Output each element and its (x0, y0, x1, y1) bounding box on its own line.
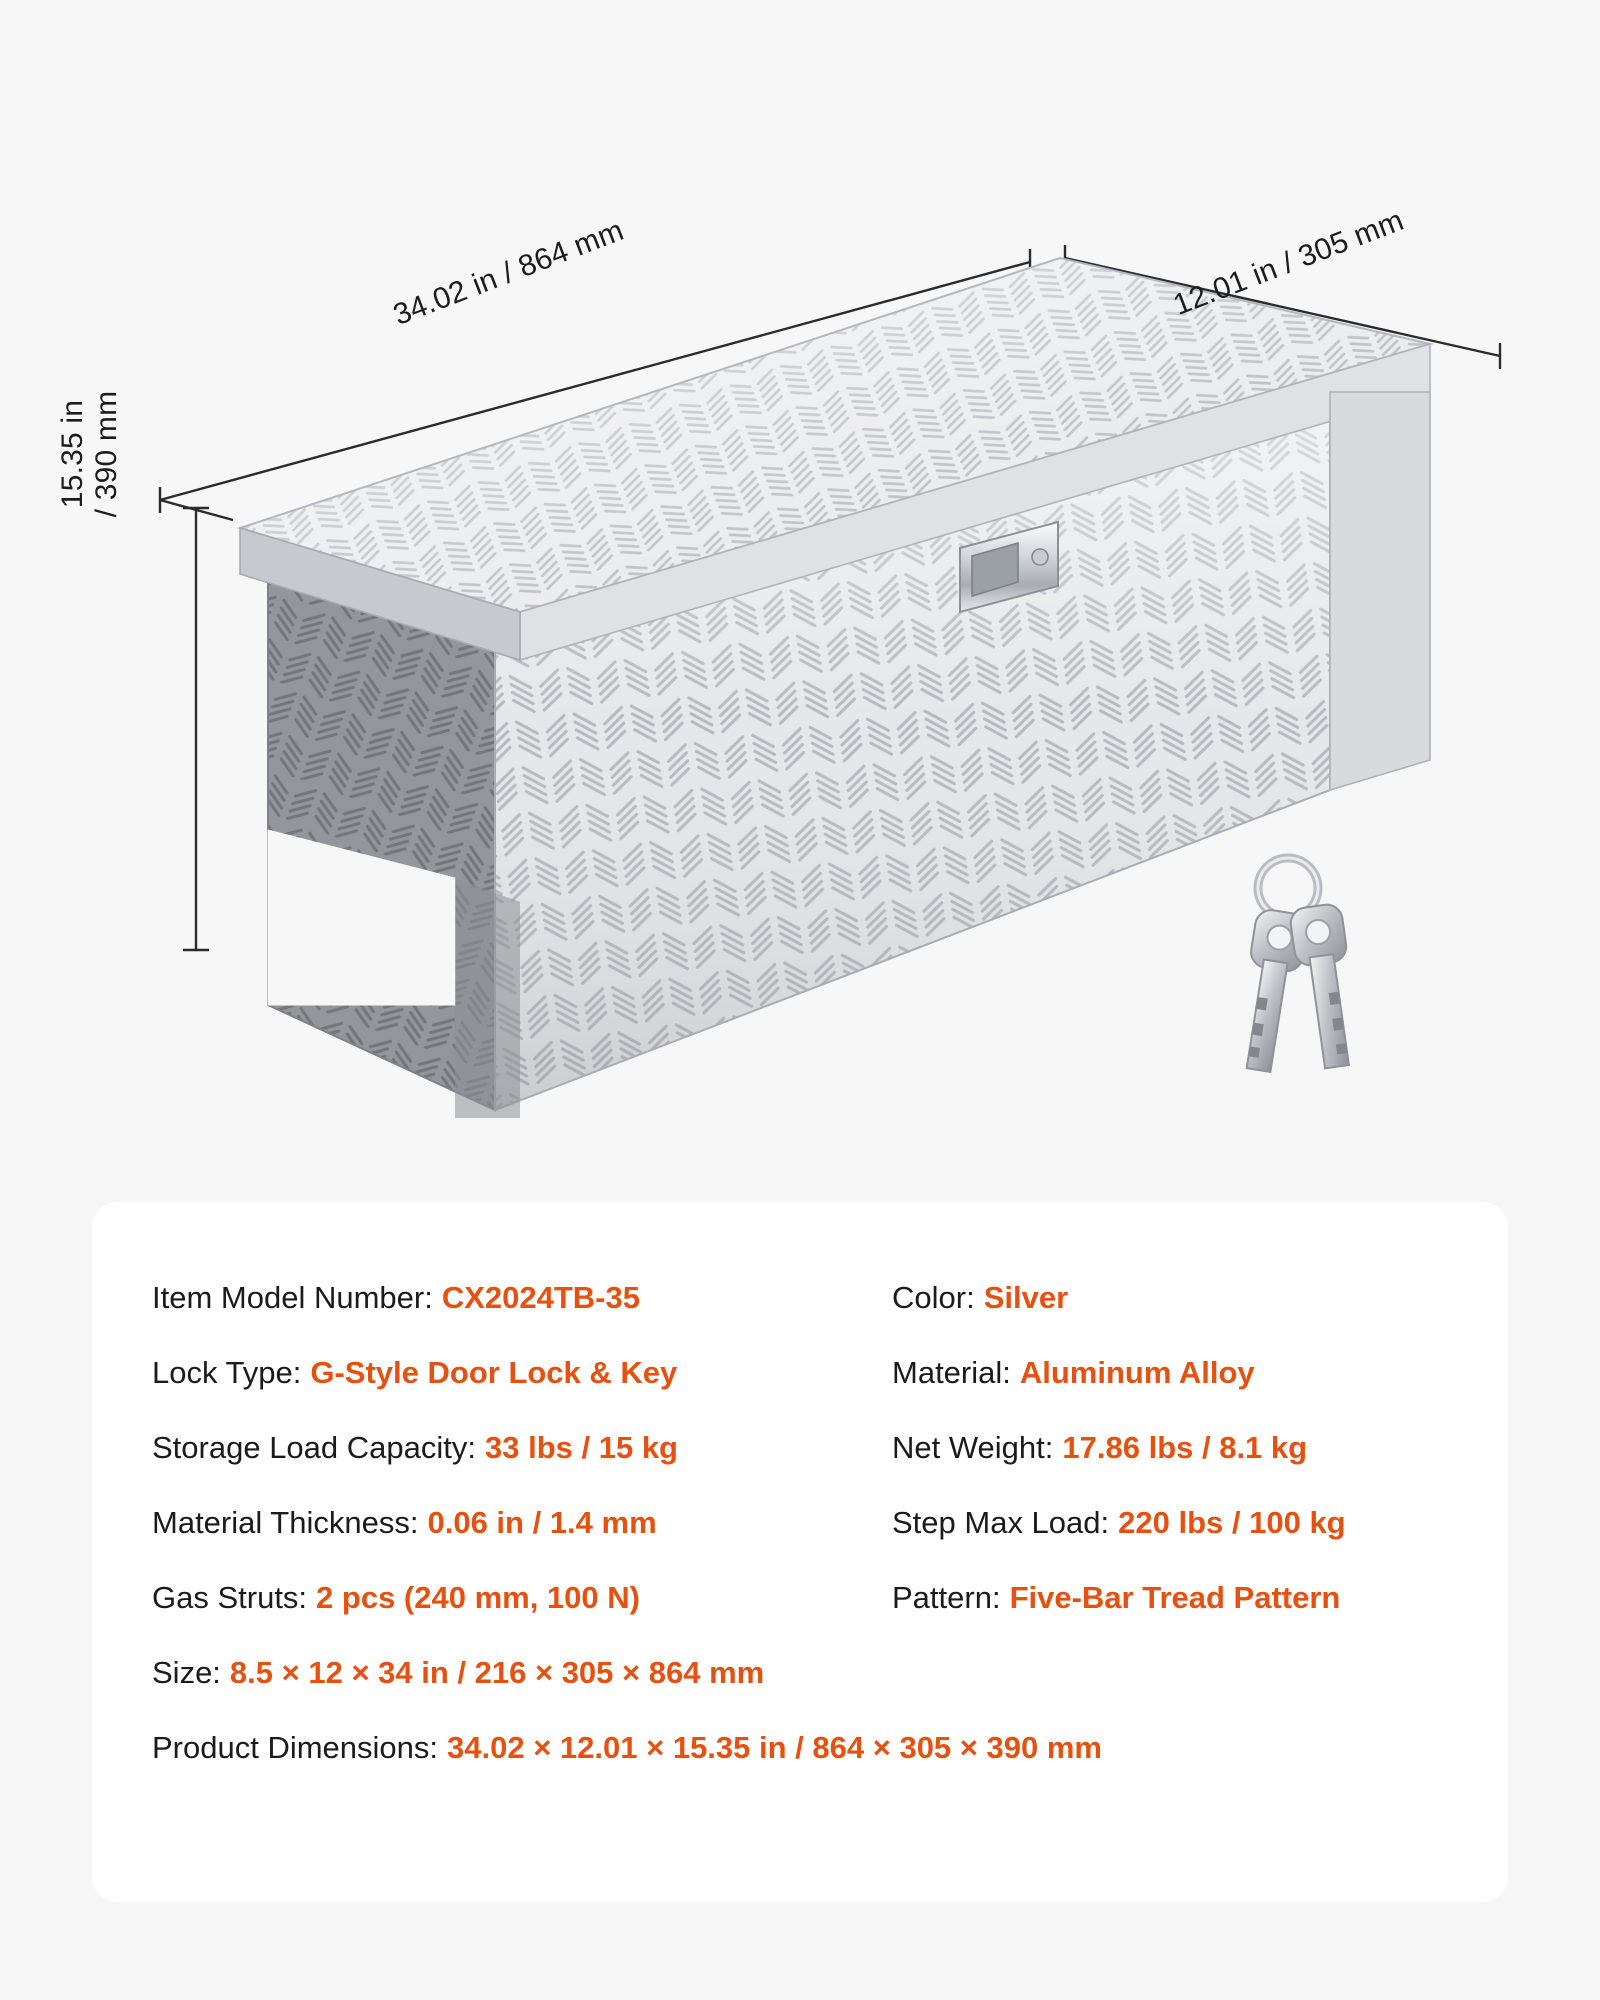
spec-label: Net Weight: (892, 1429, 1054, 1465)
spec-value: 2 pcs (240 mm, 100 N) (316, 1579, 640, 1615)
spec-value: Five-Bar Tread Pattern (1009, 1579, 1341, 1615)
spec-product-dimensions (152, 1710, 1460, 1785)
spec-value: Silver (983, 1279, 1069, 1315)
dimension-depth-label: 12.01 in / 305 mm (1168, 203, 1409, 322)
spec-color (892, 1260, 1460, 1335)
spec-label: Product Dimensions: (152, 1729, 439, 1765)
spec-material (892, 1335, 1460, 1410)
spec-step-max-load (892, 1485, 1460, 1560)
spec-net-weight (892, 1410, 1460, 1485)
specifications-inner (152, 1260, 1460, 1785)
specifications-grid (152, 1260, 1460, 1785)
spec-label: Size: (152, 1654, 221, 1690)
spec-lock-type (152, 1335, 892, 1410)
dimension-height-line2: / 390 mm (90, 390, 123, 518)
spec-label: Material: (892, 1354, 1011, 1390)
spec-storage-load-capacity (152, 1410, 892, 1485)
spec-item-model-number (152, 1260, 892, 1335)
spec-label: Pattern: (892, 1579, 1001, 1615)
spec-value: Aluminum Alloy (1019, 1354, 1255, 1390)
dimension-height-label (56, 284, 124, 624)
spec-label: Item Model Number: (152, 1279, 433, 1315)
spec-value: 33 lbs / 15 kg (485, 1429, 678, 1465)
spec-value: 8.5 × 12 × 34 in / 216 × 305 × 864 mm (229, 1654, 765, 1690)
spec-value: CX2024TB-35 (441, 1279, 640, 1315)
keys-illustration (1233, 858, 1363, 1074)
spec-size (152, 1635, 1460, 1710)
spec-material-thickness (152, 1485, 892, 1560)
dimension-height-line1: 15.35 in (56, 399, 89, 509)
spec-value: 34.02 × 12.01 × 15.35 in / 864 × 305 × 390 mm (447, 1729, 1102, 1765)
spec-label: Lock Type: (152, 1354, 302, 1390)
spec-label: Step Max Load: (892, 1504, 1110, 1540)
spec-pattern (892, 1560, 1460, 1635)
spec-label: Color: (892, 1279, 975, 1315)
box-right-end-face (1330, 392, 1430, 790)
spec-value: 220 lbs / 100 kg (1118, 1504, 1346, 1540)
spec-value: G-Style Door Lock & Key (310, 1354, 678, 1390)
spec-value: 17.86 lbs / 8.1 kg (1062, 1429, 1308, 1465)
spec-label: Material Thickness: (152, 1504, 419, 1540)
spec-label: Gas Struts: (152, 1579, 308, 1615)
spec-value: 0.06 in / 1.4 mm (427, 1504, 657, 1540)
specifications-card (92, 1202, 1508, 1902)
dimension-length-label: 34.02 in / 864 mm (388, 213, 629, 332)
spec-gas-struts (152, 1560, 892, 1635)
spec-label: Storage Load Capacity: (152, 1429, 476, 1465)
